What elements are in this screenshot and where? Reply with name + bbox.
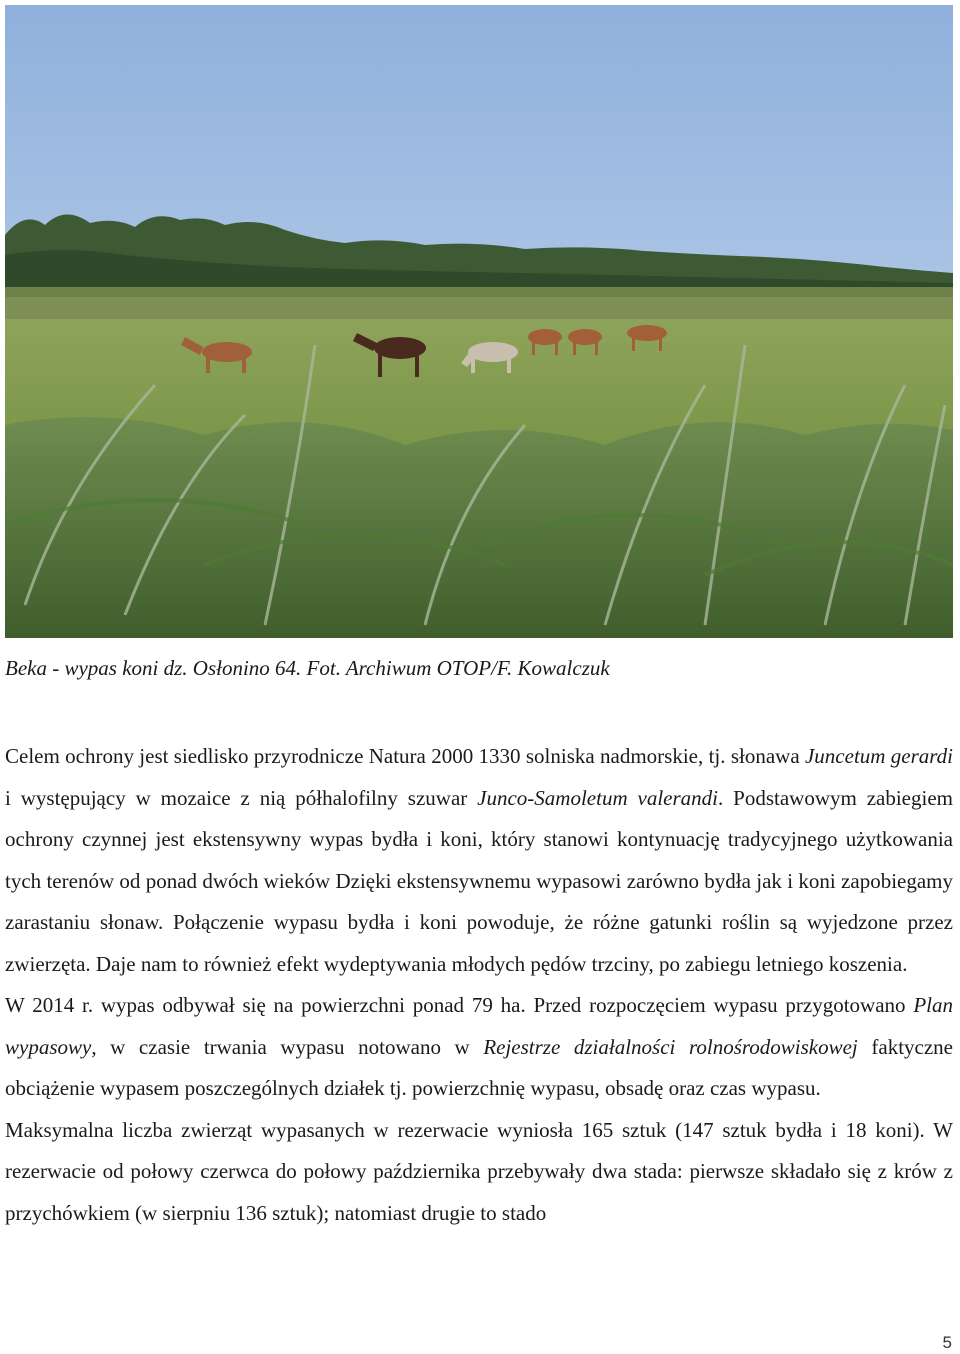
landscape-photo <box>5 5 953 638</box>
body-text <box>5 736 953 1234</box>
paragraph-3: Maksymalna liczba zwierząt wypasanych w rezerwacie wyniosła 165 sztuk (147 sztuk bydła i 18 koni). W rezerwacie od połowy czerwca do połowy października przebywały dwa stada: pierwsze składało się z krów z przychówkiem (w sierpniu 136 sztuk); natomiast drugie to stado <box>5 1117 953 1225</box>
page-number: 5 <box>942 1333 952 1352</box>
paragraph-2: W 2014 r. wypas odbywał się na powierzchni ponad 79 ha. Przed rozpoczęciem wypasu przygotowano Plan wypasowy, w czasie trwania wypasu notowano w Rejestrze działalności rolnośrodowiskowej faktyczne obciążenie wypasem poszczególnych działek tj. powierzchnię wypasu, obsadę oraz czas wypasu. <box>5 993 953 1100</box>
photo-caption: Beka - wypas koni dz. Osłonino 64. Fot. Archiwum OTOP/F. Kowalczuk <box>5 656 610 680</box>
paragraph-1: Celem ochrony jest siedlisko przyrodnicze Natura 2000 1330 solniska nadmorskie, tj. słonawa Juncetum gerardi i występujący w mozaice z nią półhalofilny szuwar Junco-Samoletum valerandi. Podstawowym zabiegiem ochrony czynnej jest ekstensywny wypas bydła i koni, który stanowi kontynuację tradycyjnego użytkowania tych terenów od ponad dwóch wieków Dzięki ekstensywnemu wypasowi zarówno bydła jak i koni zapobiegamy zarastaniu słonaw. Połączenie wypasu bydła i koni powoduje, że różne gatunki roślin są wyjedzone przez zwierzęta. Daje nam to również efekt wydeptywania młodych pędów trzciny, po zabiegu letniego koszenia. <box>5 744 953 976</box>
